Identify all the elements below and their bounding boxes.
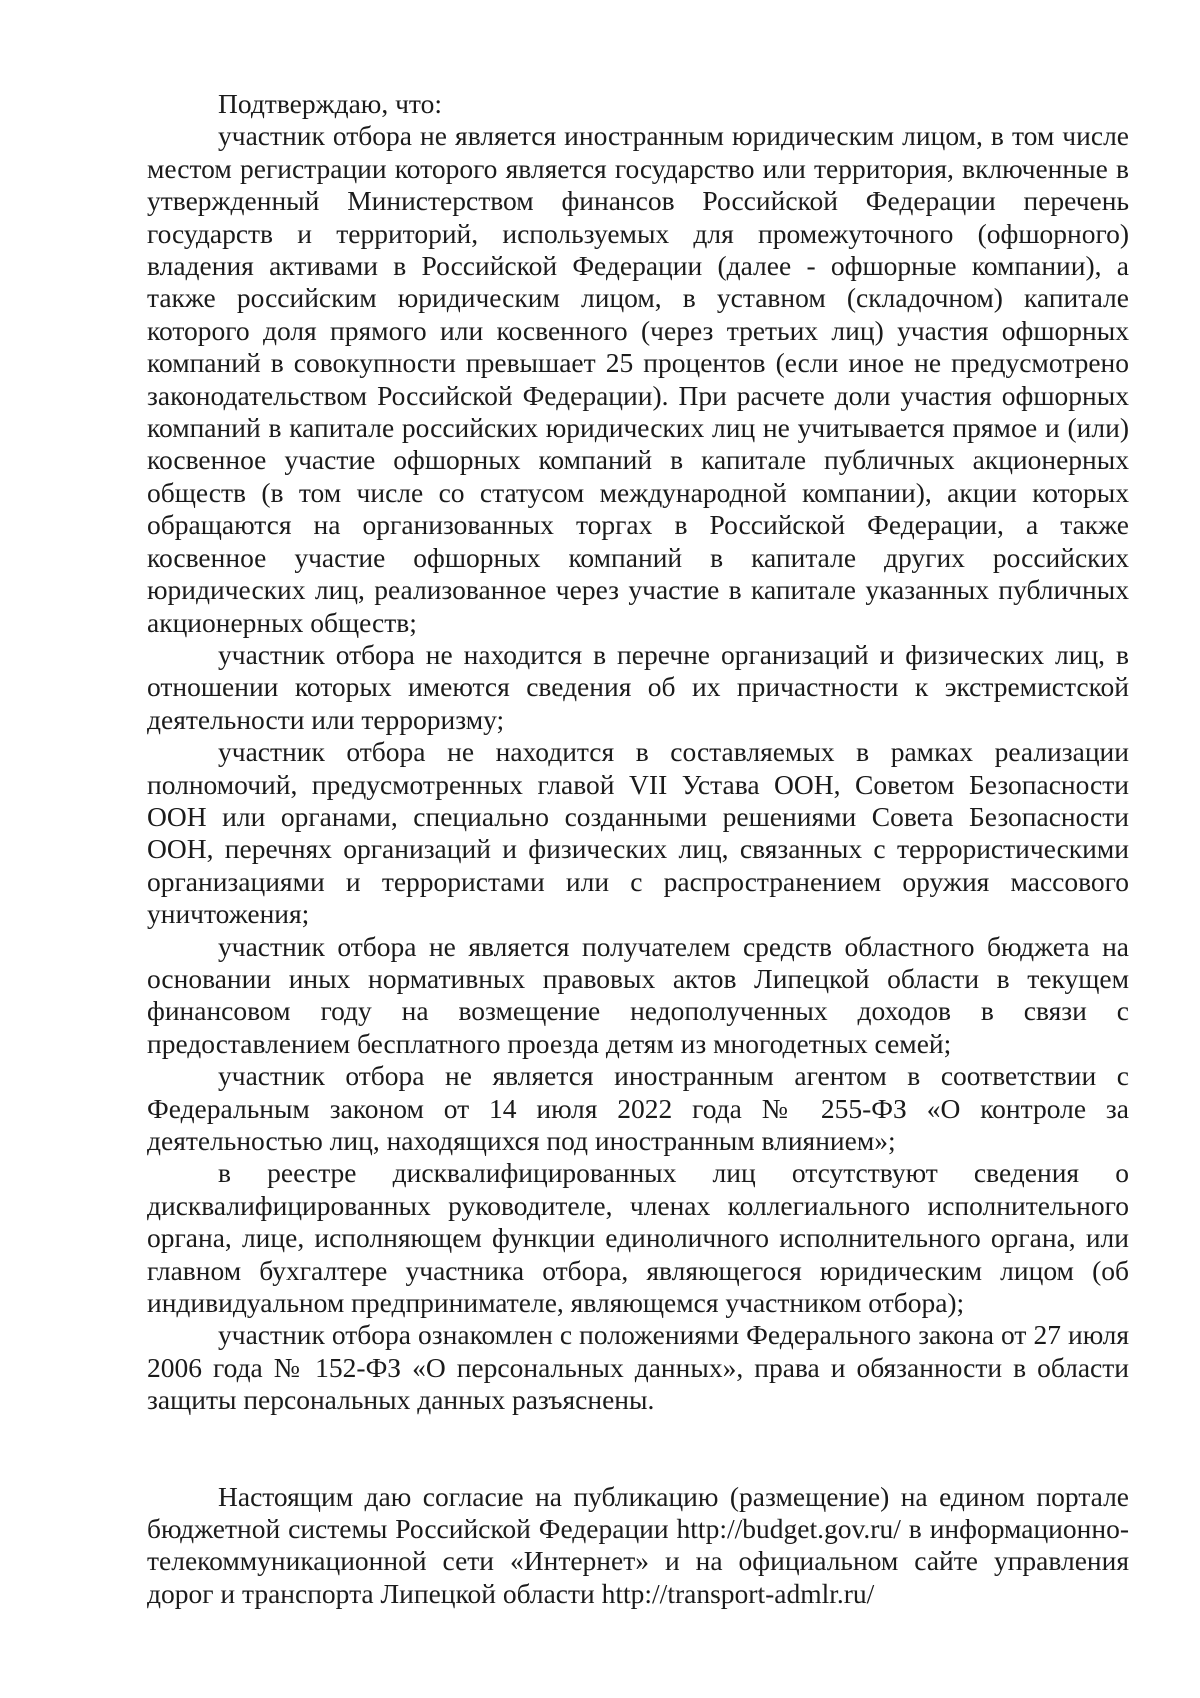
document-body xyxy=(147,88,1129,1610)
statement-personal-data: участник отбора ознакомлен с положениями Федерального закона от 27 июля 2006 года № 152-ФЗ «О персональных данных», права и обязанности в области защиты персональных данных разъяснены. xyxy=(147,1319,1129,1416)
consent-paragraph: Настоящим даю согласие на публикацию (размещение) на едином портале бюджетной системы Российской Федерации http://budget.gov.ru/ в информационно-телекоммуникационной сети «Интернет» и на официальном сайте управления дорог и транспорта Липецкой области http://transport-admlr.ru/ xyxy=(147,1480,1129,1609)
statement-budget-funds: участник отбора не является получателем средств областного бюджета на основании иных нормативных правовых актов Липецкой области в текущем финансовом году на возмещение недополученных доходов в связи с предоставлением бесплатного проезда детям из многодетных семей; xyxy=(147,930,1129,1059)
paragraph-gap xyxy=(147,1417,1129,1481)
statement-disqualified-persons: в реестре дисквалифицированных лиц отсутствуют сведения о дисквалифицированных руководителе, членах коллегиального исполнительного органа, лице, исполняющем функции единоличного исполнительного органа, или главном бухгалтере участника отбора, являющегося юридическим лицом (об индивидуальном предпринимателе, являющемся участником отбора); xyxy=(147,1157,1129,1319)
statement-un-sanctions: участник отбора не находится в составляемых в рамках реализации полномочий, предусмотренных главой VII Устава ООН, Советом Безопасности ООН или органами, специально созданными решениями Совета Безопасности ООН, перечнях организаций и физических лиц, связанных с террористическими организациями и террористами или с распространением оружия массового уничтожения; xyxy=(147,736,1129,930)
confirmation-intro: Подтверждаю, что: xyxy=(218,88,442,119)
statement-extremism: участник отбора не находится в перечне организаций и физических лиц, в отношении которых имеются сведения об их причастности к экстремистской деятельности или терроризму; xyxy=(147,638,1129,735)
statement-foreign-agent: участник отбора не является иностранным агентом в соответствии с Федеральным законом от 14 июля 2022 года № 255-ФЗ «О контроле за деятельностью лиц, находящихся под иностранным влиянием»; xyxy=(147,1060,1129,1156)
statement-offshore: участник отбора не является иностранным юридическим лицом, в том числе местом регистрации которого является государство или территория, включенные в утвержденный Министерством финансов Российской Федерации перечень государств и территорий, используемых для промежуточного (офшорного) владения активами в Российской Федерации (далее - офшорные компании), а также российским юридическим лицом, в уставном (складочном) капитале которого доля прямого или косвенного (через третьих лиц) участия офшорных компаний в совокупности превышает 25 процентов (если иное не предусмотрено законодательством Российской Федерации). При расчете доли участия офшорных компаний в капитале российских юридических лиц не учитывается прямое и (или) косвенное участие офшорных компаний в капитале публичных акционерных обществ (в том числе со статусом международной компании), акции которых обращаются на организованных торгах в Российской Федерации, а также косвенное участие офшорных компаний в капитале других российских юридических лиц, реализованное через участие в капитале указанных публичных акционерных обществ; xyxy=(147,120,1129,638)
